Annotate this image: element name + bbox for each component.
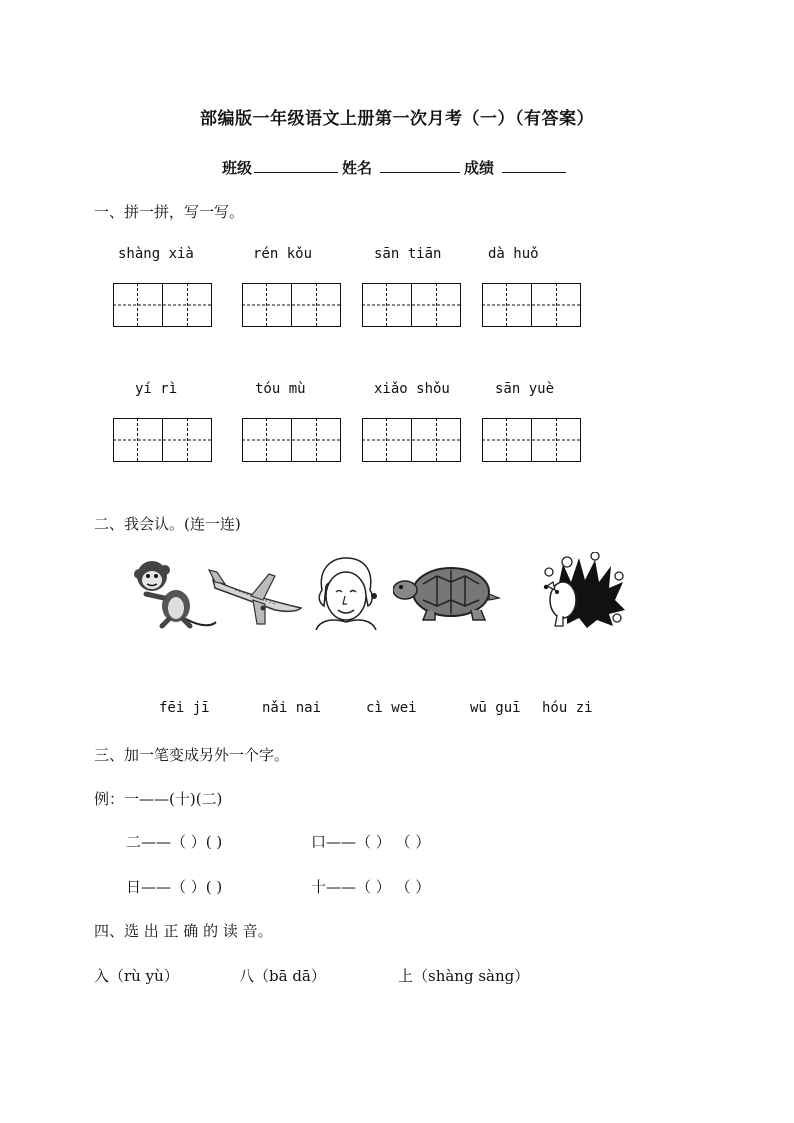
pinyin-label: yí rì <box>135 381 178 397</box>
score-label: 成绩 <box>464 159 495 177</box>
match-word[interactable]: hóu zi <box>542 700 593 716</box>
pinyin-label: shàng xià <box>118 246 194 262</box>
reading-choice[interactable]: 入（rù yù） <box>94 967 179 985</box>
reading-choice[interactable]: 八（bā dā） <box>239 967 326 985</box>
writing-grid[interactable] <box>362 418 461 462</box>
page-title: 部编版一年级语文上册第一次月考（一）（有答案） <box>200 109 594 129</box>
reading-choice[interactable]: 上（shàng sàng） <box>398 967 530 985</box>
class-blank[interactable] <box>254 156 338 173</box>
match-word[interactable]: wū guī <box>470 700 521 716</box>
question-line[interactable]: 十——（ ） （ ） <box>311 878 431 896</box>
name-label: 姓名 <box>342 159 373 177</box>
writing-grid[interactable] <box>242 418 341 462</box>
writing-grid[interactable] <box>482 418 581 462</box>
section-1-heading: 一、拼一拼，写一写。 <box>94 203 245 221</box>
grandma-picture[interactable] <box>312 556 378 630</box>
student-info-line <box>222 156 570 178</box>
question-line[interactable]: 口——（ ） （ ） <box>311 833 431 851</box>
pinyin-label: sān yuè <box>495 381 555 397</box>
section-2-heading: 二、我会认。(连一连) <box>94 515 241 533</box>
match-word[interactable]: cì wei <box>366 700 417 716</box>
match-word[interactable]: nǎi nai <box>262 700 322 716</box>
example-line: 例：一——(十)(二) <box>94 790 223 808</box>
writing-grid[interactable] <box>362 283 461 327</box>
pinyin-label: xiǎo shǒu <box>374 381 450 397</box>
section-4-heading: 四、选 出 正 确 的 读 音。 <box>94 922 273 940</box>
airplane-picture[interactable] <box>205 568 305 628</box>
match-word[interactable]: fēi jī <box>159 700 210 716</box>
writing-grid[interactable] <box>113 418 212 462</box>
hedgehog-picture[interactable] <box>537 552 627 632</box>
turtle-picture[interactable] <box>393 562 501 622</box>
writing-grid[interactable] <box>482 283 581 327</box>
pinyin-label: tóu mù <box>255 381 306 397</box>
pinyin-label: rén kǒu <box>253 246 313 262</box>
name-blank[interactable] <box>380 156 460 173</box>
pinyin-label: dà huǒ <box>488 246 539 262</box>
question-line[interactable]: 日——（ ）( ) <box>126 878 223 896</box>
section-3-heading: 三、加一笔变成另外一个字。 <box>94 746 290 764</box>
writing-grid[interactable] <box>113 283 212 327</box>
class-label: 班级 <box>222 159 253 177</box>
pinyin-label: sān tiān <box>374 246 442 262</box>
score-blank[interactable] <box>502 156 566 173</box>
writing-grid[interactable] <box>242 283 341 327</box>
question-line[interactable]: 二——（ ）( ) <box>126 833 223 851</box>
